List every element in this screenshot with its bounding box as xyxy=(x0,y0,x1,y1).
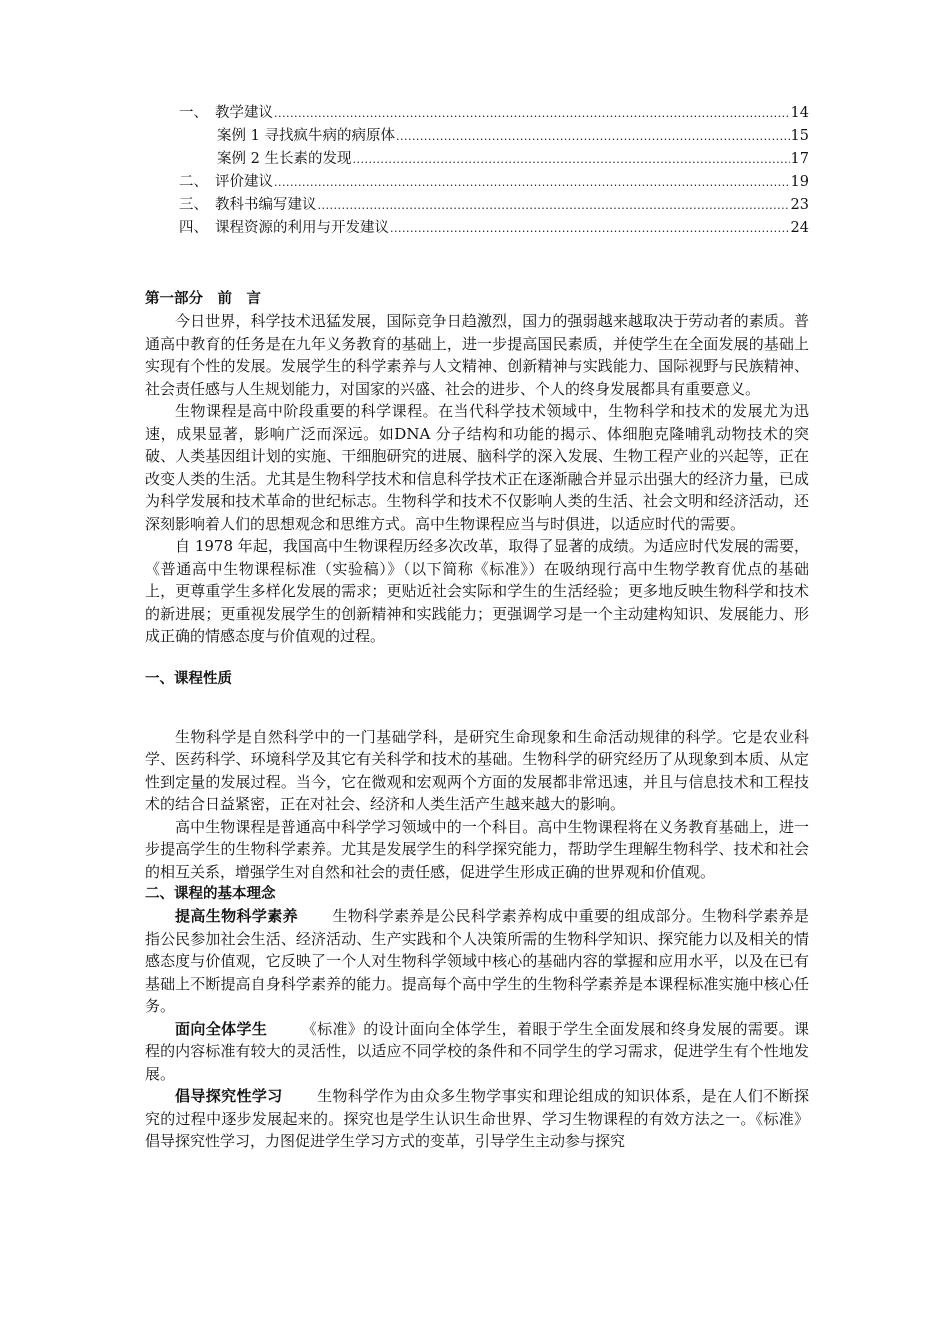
toc-number: 二、 xyxy=(179,174,208,190)
toc-entry-resources[interactable] xyxy=(145,217,809,240)
toc-leader-dots xyxy=(396,125,790,148)
toc-label: 教科书编写建议 xyxy=(215,197,317,213)
toc-leader-dots xyxy=(318,194,790,217)
toc-number: 三、 xyxy=(179,197,208,213)
toc-entry-teaching[interactable] xyxy=(145,102,809,125)
concept-lead: 提高生物科学素养 xyxy=(175,907,299,925)
toc-page-number: 17 xyxy=(790,151,809,167)
concept-text: 生物科学素养是公民科学素养构成中重要的组成部分。生物科学素养是指公民参加社会生活、经济活动、生产实践和个人决策所需的生物科学知识、探究能力以及相关的情感态度与价值观，它反映了一个人对生物科学领域中核心的基础内容的掌握和应用水平，以及在已有基础上不断提高自身科学素养的能力。提高每个高中学生的生物科学素养是本课程标准实施中核心任务。 xyxy=(145,907,809,1015)
section-heading: 一、课程性质 xyxy=(145,669,232,687)
concept-lead: 面向全体学生 xyxy=(175,1019,268,1038)
toc-number: 四、 xyxy=(179,220,208,236)
concept-lead: 倡导探究性学习 xyxy=(175,1087,283,1105)
toc-page-number: 15 xyxy=(790,128,809,144)
toc-label: 教学建议 xyxy=(215,105,273,121)
paragraph: 今日世界，科学技术迅猛发展，国际竞争日趋激烈，国力的强弱越来越取决于劳动者的素质。普通高中教育的任务是在九年义务教育的基础上，进一步提高国民素质，并使学生在全面发展的基础上实现有个性的发展。发展学生的科学素养与人文精神、创新精神与实践能力、国际视野与民族精神、社会责任感与人生规划能力，对国家的兴盛、社会的进步、个人的终身发展都具有重要意义。 xyxy=(145,312,809,398)
toc-leader-dots xyxy=(274,171,790,194)
toc-label: 课程资源的利用与开发建议 xyxy=(215,220,389,236)
toc-entry-case1[interactable] xyxy=(145,125,809,148)
toc-page-number: 19 xyxy=(790,174,809,190)
concept-paragraph xyxy=(145,905,809,1018)
toc-leader-dots xyxy=(352,148,789,171)
toc-number: 一、 xyxy=(179,105,208,121)
concept-paragraph xyxy=(145,1018,809,1086)
toc-entry-textbook[interactable] xyxy=(145,194,809,217)
toc-page-number: 14 xyxy=(790,105,809,121)
concept-text: 生物科学作为由众多生物学事实和理论组成的知识体系，是在人们不断探究的过程中逐步发展起来的。探究也是学生认识生命世界、学习生物课程的有效方法之一。《标准》倡导探究性学习，力图促进学生学习方式的变革，引导学生主动参与探究 xyxy=(145,1087,809,1150)
concept-text: 《标准》的设计面向全体学生，着眼于学生全面发展和终身发展的需要。课程的内容标准有较大的灵活性，以适应不同学校的条件和不同学生的学习需求，促进学生有个性地发展。 xyxy=(145,1019,809,1083)
paragraph: 自 1978 年起，我国高中生物课程历经多次改革，取得了显著的成绩。为适应时代发展的需要，《普通高中生物课程标准（实验稿）》（以下简称《标准》）在吸纳现行高中生物学教育优点的基础上，更尊重学生多样化发展的需求；更贴近社会实际和学生的生活经验；更多地反映生物科学和技术的新进展；更重视发展学生的创新精神和实践能力；更强调学习是一个主动建构知识、发展能力、形成正确的情感态度与价值观的过程。 xyxy=(145,537,809,645)
paragraph: 高中生物课程是普通高中科学学习领域中的一个科目。高中生物课程将在义务教育基础上，进一步提高学生的生物科学素养。尤其是发展学生的科学探究能力，帮助学生理解生物科学、技术和社会的相互关系，增强学生对自然和社会的责任感，促进学生形成正确的世界观和价值观。 xyxy=(145,817,809,881)
toc-entry-evaluation[interactable] xyxy=(145,171,809,194)
concept-paragraph xyxy=(145,1085,809,1153)
paragraph: 生物科学是自然科学中的一门基础学科，是研究生命现象和生命活动规律的科学。它是农业科学、医药科学、环境科学及其它有关科学和技术的基础。生物科学的研究经历了从现象到本质、从定性到定量的发展过程。当今，它在微观和宏观两个方面的发展都非常迅速，并且与信息技术和工程技术的结合日益紧密，正在对社会、经济和人类生活产生越来越大的影响。 xyxy=(145,727,809,813)
table-of-contents xyxy=(145,102,809,240)
document-page xyxy=(145,102,809,1153)
toc-label: 案例 2 生长素的发现 xyxy=(217,151,352,167)
section-heading: 二、课程的基本理念 xyxy=(145,885,276,902)
toc-page-number: 23 xyxy=(790,197,809,213)
toc-page-number: 24 xyxy=(790,220,809,236)
paragraph: 生物课程是高中阶段重要的科学课程。在当代科学技术领域中，生物科学和技术的发展尤为迅速，成果显著，影响广泛而深远。如DNA 分子结构和功能的揭示、体细胞克隆哺乳动物技术的突破、人类基因组计划的实施、干细胞研究的进展、脑科学的深入发展、生物工程产业的兴起等，正在改变人类的生活。尤其是生物科学技术和信息科学技术正在逐渐融合并显示出强大的经济力量，已成为科学发展和技术革命的世纪标志。生物科学和技术不仅影响人类的生活、社会文明和经济活动，还深刻影响着人们的思想观念和思维方式。高中生物课程应当与时俱进，以适应时代的需要。 xyxy=(145,402,809,533)
toc-label: 评价建议 xyxy=(215,174,273,190)
toc-entry-case2[interactable] xyxy=(145,148,809,171)
toc-label: 案例 1 寻找疯牛病的病原体 xyxy=(217,128,395,144)
part-title: 第一部分 前 言 xyxy=(145,290,261,307)
toc-leader-dots xyxy=(274,102,790,125)
toc-leader-dots xyxy=(390,217,790,240)
